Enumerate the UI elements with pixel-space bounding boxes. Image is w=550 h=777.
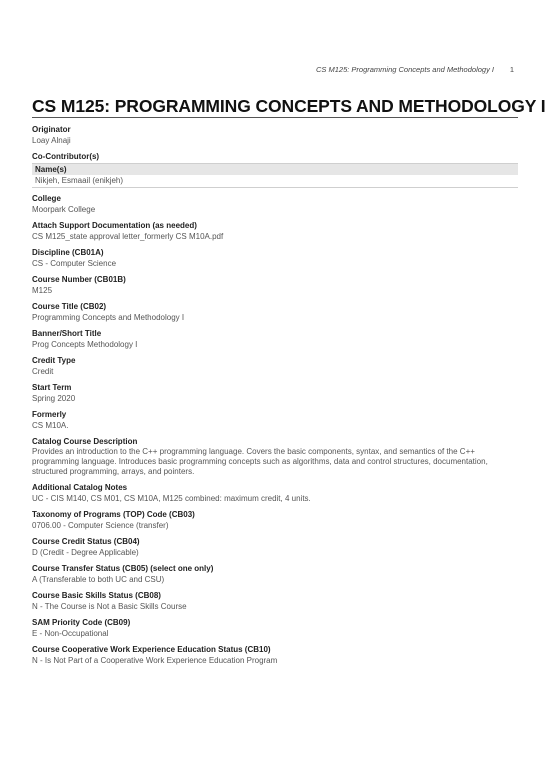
field-additional-notes	[32, 482, 518, 504]
field-label: Course Basic Skills Status (CB08)	[32, 591, 161, 600]
field-label: Discipline (CB01A)	[32, 248, 104, 257]
running-header	[32, 65, 514, 77]
field-course-title	[32, 301, 518, 323]
field-value: M125	[32, 286, 53, 295]
field-sam-priority-code	[32, 617, 518, 639]
field-course-number	[32, 274, 518, 296]
field-label: Course Credit Status (CB04)	[32, 537, 140, 546]
field-value: Loay Alnaji	[32, 136, 71, 145]
field-value: UC - CIS M140, CS M01, CS M10A, M125 combined: maximum credit, 4 units.	[32, 494, 311, 503]
field-label: Originator	[32, 125, 71, 134]
field-basic-skills-status	[32, 590, 518, 612]
field-label: Credit Type	[32, 356, 76, 365]
field-start-term	[32, 382, 518, 404]
field-originator	[32, 124, 518, 146]
field-value: Programming Concepts and Methodology I	[32, 313, 185, 322]
field-top-code	[32, 509, 518, 531]
field-support-documentation	[32, 220, 518, 242]
field-credit-type	[32, 355, 518, 377]
field-label: Taxonomy of Programs (TOP) Code (CB03)	[32, 510, 195, 519]
field-value: E - Non-Occupational	[32, 629, 109, 638]
field-label: Co-Contributor(s)	[32, 152, 100, 161]
field-value: 0706.00 - Computer Science (transfer)	[32, 521, 169, 530]
field-label: Course Number (CB01B)	[32, 275, 126, 284]
title-divider	[32, 117, 518, 118]
page-title: CS M125: PROGRAMMING CONCEPTS AND METHODOLOGY I	[32, 96, 546, 116]
field-value: Moorpark College	[32, 205, 96, 214]
field-co-contributors	[32, 151, 518, 188]
field-value: Spring 2020	[32, 394, 76, 403]
field-label: Attach Support Documentation (as needed)	[32, 221, 197, 230]
field-label: Course Title (CB02)	[32, 302, 107, 311]
field-formerly	[32, 409, 518, 431]
field-label: Start Term	[32, 383, 72, 392]
running-title: CS M125: Programming Concepts and Methodology I	[315, 65, 494, 74]
field-label: Formerly	[32, 410, 67, 419]
field-label: SAM Priority Code (CB09)	[32, 618, 131, 627]
field-value: CS M10A.	[32, 421, 69, 430]
field-value: D (Credit - Degree Applicable)	[32, 548, 139, 557]
field-short-title	[32, 328, 518, 350]
co-contributor-table	[32, 163, 518, 188]
field-label: Additional Catalog Notes	[32, 483, 128, 492]
course-outline	[32, 124, 518, 666]
attachment-link[interactable]: CS M125_state approval letter_formerly CS M10A.pdf	[32, 232, 224, 241]
field-label: Banner/Short Title	[32, 329, 102, 338]
field-cooperative-work-status	[32, 644, 518, 666]
field-value: A (Transferable to both UC and CSU)	[32, 575, 165, 584]
field-label: Catalog Course Description	[32, 437, 138, 446]
field-value: N - The Course is Not a Basic Skills Course	[32, 602, 187, 611]
field-value: Provides an introduction to the C++ programming language. Covers the basic components, syntax, and semantics of the C++ programming language. Introduces basic programming concepts such as algorithms, data and control structures, documentation, structured programming, arrays, and pointers.	[32, 447, 488, 476]
field-value: Prog Concepts Methodology I	[32, 340, 138, 349]
field-transfer-status	[32, 563, 518, 585]
field-discipline	[32, 247, 518, 269]
page-number: 1	[509, 65, 514, 74]
field-catalog-description	[32, 436, 518, 477]
table-row: Nikjeh, Esmaail (enikjeh)	[32, 175, 518, 188]
field-value: N - Is Not Part of a Cooperative Work Experience Education Program	[32, 656, 278, 665]
field-value: Credit	[32, 367, 54, 376]
field-college	[32, 193, 518, 215]
table-header: Name(s)	[32, 163, 518, 175]
field-credit-status	[32, 536, 518, 558]
field-label: College	[32, 194, 61, 203]
field-label: Course Cooperative Work Experience Education Status (CB10)	[32, 645, 271, 654]
field-label: Course Transfer Status (CB05) (select one only)	[32, 564, 214, 573]
field-value: CS - Computer Science	[32, 259, 117, 268]
